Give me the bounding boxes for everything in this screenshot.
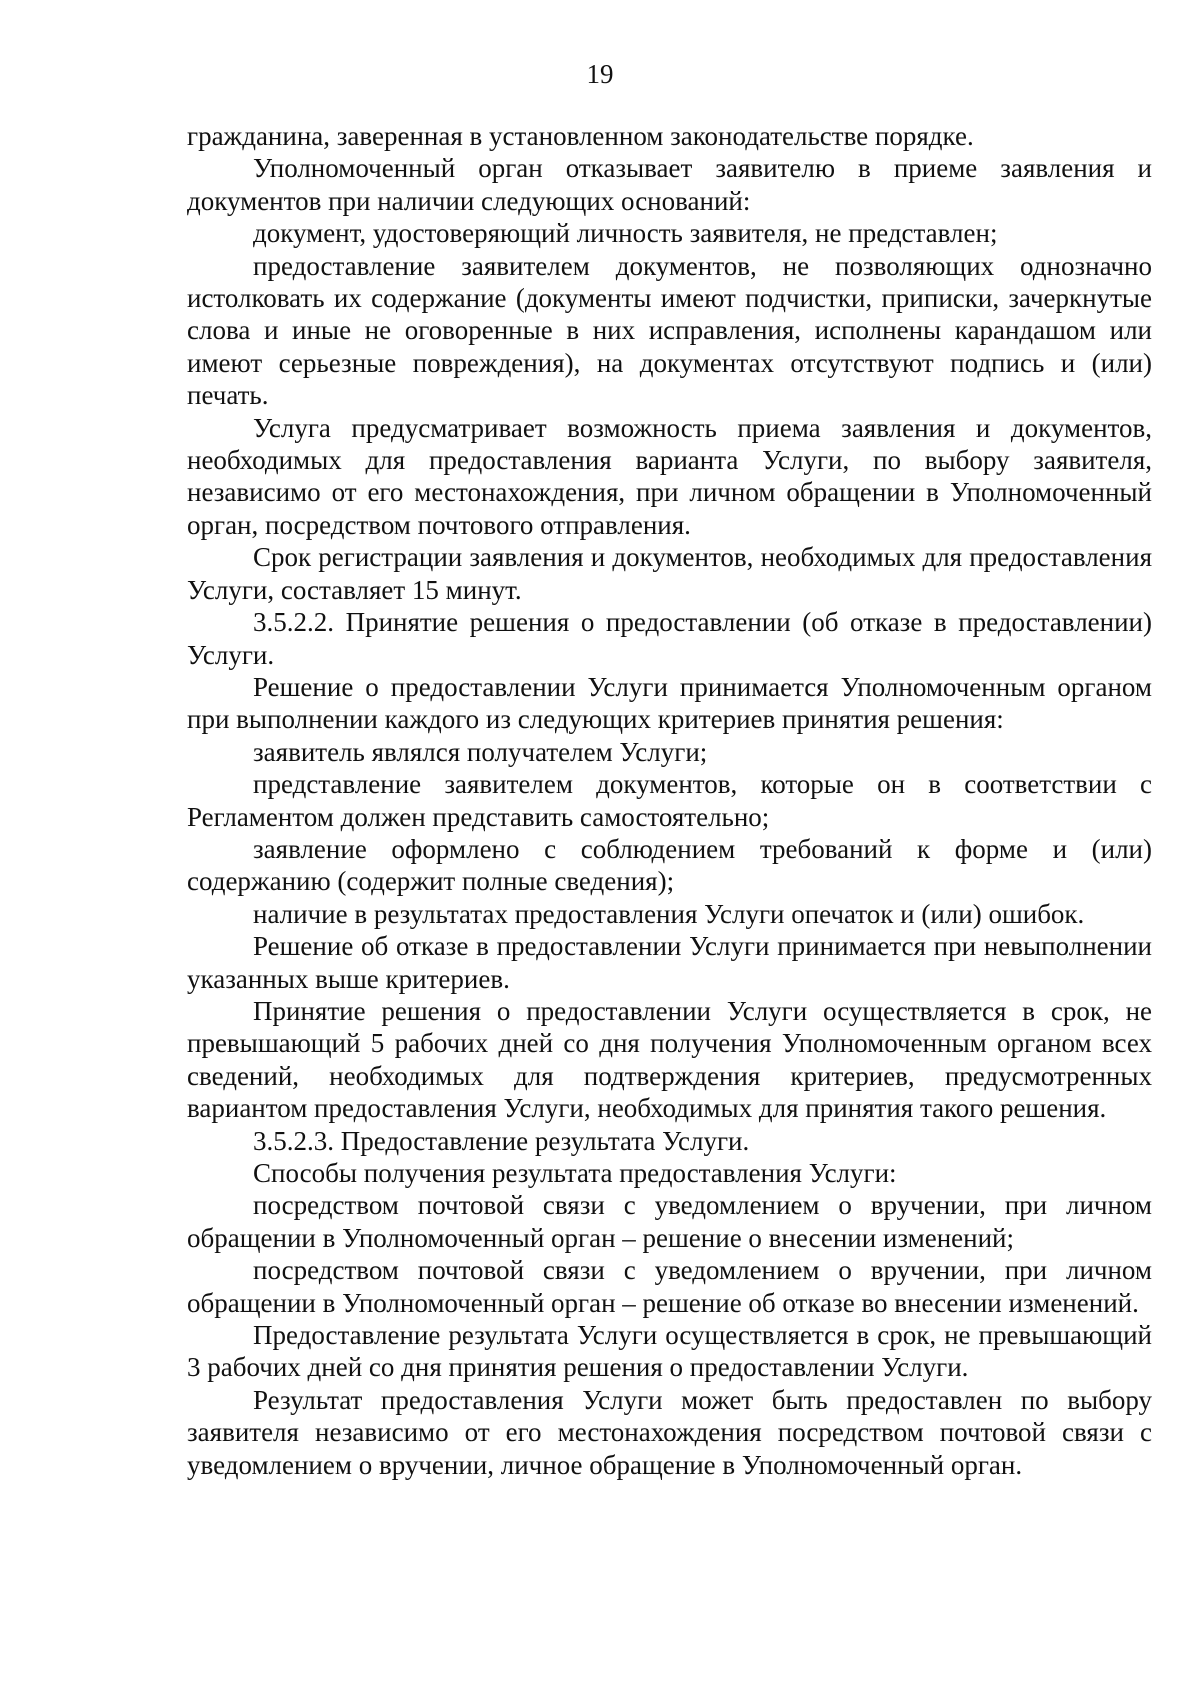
section-heading: 3.5.2.2. Принятие решения о предоставлении (об отказе в предоставлении) Услуги. — [187, 607, 1152, 670]
paragraph: Срок регистрации заявления и документов, необходимых для предоставления Услуги, составляет 15 минут. — [187, 542, 1152, 605]
paragraph: посредством почтовой связи с уведомлением о вручении, при личном обращении в Уполномоченный орган – решение о внесении изменений; — [187, 1190, 1152, 1253]
paragraph: заявитель являлся получателем Услуги; — [253, 736, 708, 767]
paragraph: Уполномоченный орган отказывает заявителю в приеме заявления и документов при наличии следующих оснований: — [187, 153, 1152, 216]
paragraph: документ, удостоверяющий личность заявителя, не представлен; — [253, 218, 998, 249]
paragraph: представление заявителем документов, которые он в соответствии с Регламентом должен представить самостоятельно; — [187, 769, 1152, 832]
paragraph: предоставление заявителем документов, не позволяющих однозначно истолковать их содержание (документы имеют подчистки, приписки, зачеркнутые слова и иные не оговоренные в них исправления, исполнены карандашом или имеют серьезные повреждения), на документах отсутствуют подпись и (или) печать. — [187, 250, 1152, 411]
paragraph: Предоставление результата Услуги осуществляется в срок, не превышающий 3 рабочих дней со дня принятия решения о предоставлении Услуги. — [187, 1320, 1152, 1383]
section-heading: 3.5.2.3. Предоставление результата Услуги. — [253, 1125, 750, 1156]
paragraph: гражданина, заверенная в установленном законодательстве порядке. — [187, 121, 974, 151]
paragraph: заявление оформлено с соблюдением требований к форме и (или) содержанию (содержит полные сведения); — [187, 833, 1152, 897]
paragraph: Услуга предусматривает возможность приема заявления и документов, необходимых для предоставления варианта Услуги, по выбору заявителя, независимо от его местонахождения, при личном обращении в Уполномоченный орган, посредством почтового отправления. — [187, 412, 1152, 540]
body-text — [187, 120, 1152, 1481]
paragraph: наличие в результатах предоставления Услуги опечаток и (или) ошибок. — [253, 898, 1085, 929]
paragraph: Результат предоставления Услуги может быть предоставлен по выбору заявителя независимо от его местонахождения посредством почтовой связи с уведомлением о вручении, личное обращение в Уполномоченный орган. — [187, 1384, 1152, 1480]
paragraph: Решение о предоставлении Услуги принимается Уполномоченным органом при выполнении каждого из следующих критериев принятия решения: — [187, 671, 1152, 735]
paragraph: посредством почтовой связи с уведомлением о вручении, при личном обращении в Уполномоченный орган – решение об отказе во внесении изменений. — [187, 1255, 1152, 1318]
paragraph: Принятие решения о предоставлении Услуги осуществляется в срок, не превышающий 5 рабочих дней со дня получения Уполномоченным органом всех сведений, необходимых для подтверждения критериев, предусмотренных вариантом предоставления Услуги, необходимых для принятия такого решения. — [187, 995, 1152, 1124]
paragraph: Способы получения результата предоставления Услуги: — [253, 1158, 897, 1188]
page-number: 19 — [586, 59, 614, 89]
paragraph: Решение об отказе в предоставлении Услуги принимается при невыполнении указанных выше критериев. — [187, 931, 1152, 994]
